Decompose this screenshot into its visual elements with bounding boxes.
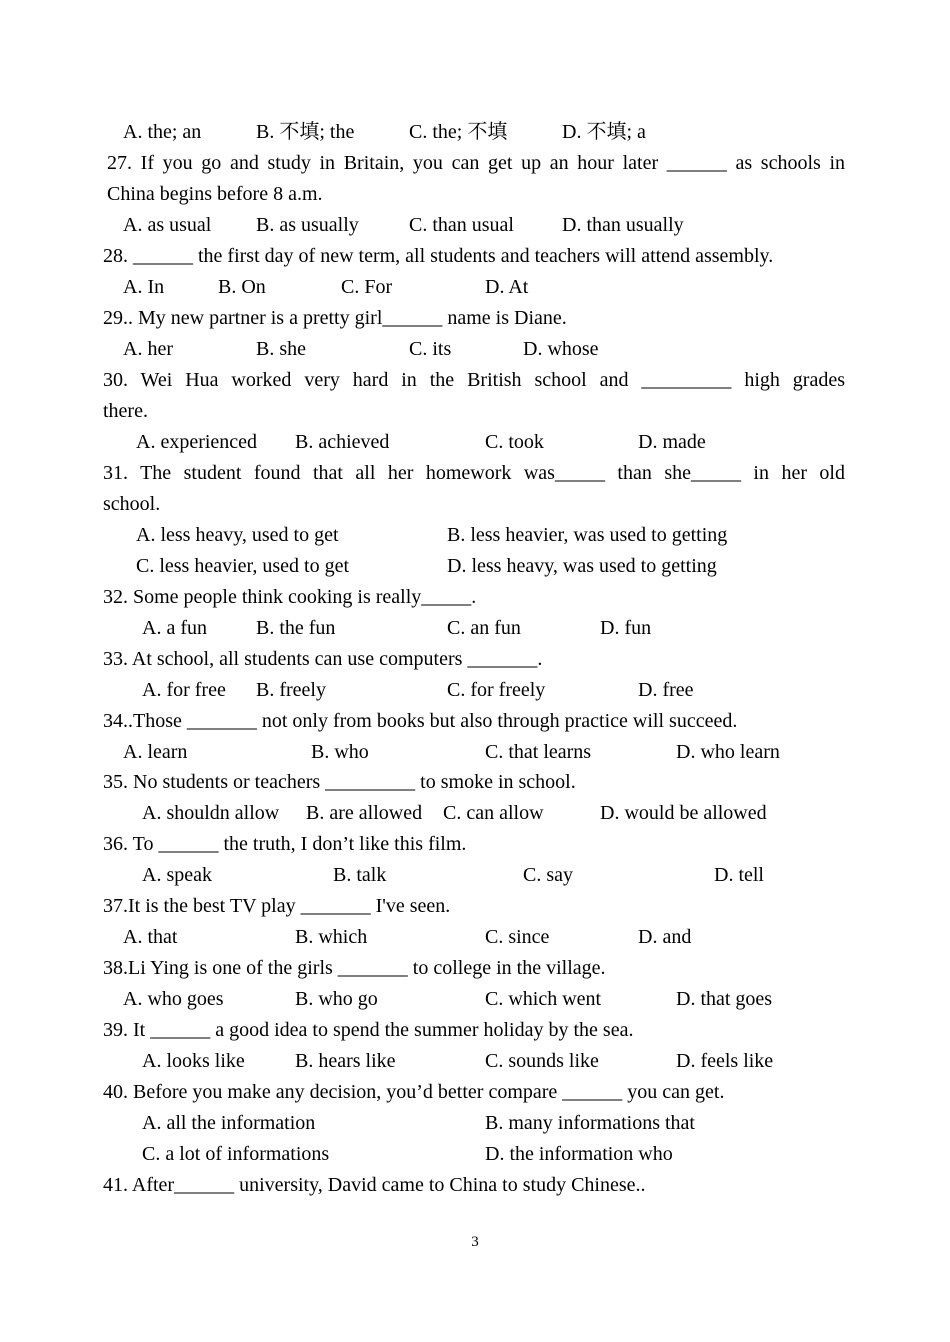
q30-option-b: B. achieved: [295, 431, 390, 453]
q27-stem-line2: China begins before 8 a.m.: [107, 183, 323, 205]
q34-stem: 34..Those _______ not only from books but also through practice will succeed.: [103, 710, 738, 732]
q29-option-b: B. she: [256, 338, 306, 360]
q28-option-b: B. On: [218, 276, 266, 298]
q39-option-a: A. looks like: [142, 1050, 245, 1072]
q38-option-c: C. which went: [485, 988, 602, 1010]
q41-stem: 41. After______ university, David came to China to study Chinese..: [103, 1174, 646, 1196]
q30-option-a: A. experienced: [136, 431, 258, 453]
q34-option-c: C. that learns: [485, 741, 592, 763]
q34-option-b: B. who: [311, 741, 369, 763]
q31-stem-line1: 31. The student found that all her homework was_____ than she_____ in her old: [103, 462, 845, 484]
page-number: 3: [471, 1234, 479, 1250]
q30-stem-line2: there.: [103, 400, 148, 422]
q39-option-c: C. sounds like: [485, 1050, 599, 1072]
q27-option-b: B. as usually: [256, 214, 359, 236]
q31-option-b: B. less heavier, was used to getting: [447, 524, 728, 546]
q29-option-c: C. its: [409, 338, 452, 360]
q29-option-d: D. whose: [523, 338, 599, 360]
q36-option-d: D. tell: [714, 864, 764, 886]
q34-option-a: A. learn: [123, 741, 188, 763]
q35-option-b: B. are allowed: [306, 802, 423, 824]
q32-option-d: D. fun: [600, 617, 652, 639]
q27-option-a: A. as usual: [123, 214, 212, 236]
q30-option-d: D. made: [638, 431, 706, 453]
q33-option-c: C. for freely: [447, 679, 546, 701]
q40-stem: 40. Before you make any decision, you’d better compare ______ you can get.: [103, 1081, 725, 1103]
q32-option-b: B. the fun: [256, 617, 336, 639]
q38-option-b: B. who go: [295, 988, 378, 1010]
q36-option-b: B. talk: [333, 864, 387, 886]
q26-option-a: A. the; an: [123, 121, 202, 143]
q35-stem: 35. No students or teachers _________ to smoke in school.: [103, 771, 576, 793]
q28-option-c: C. For: [341, 276, 393, 298]
q39-stem: 39. It ______ a good idea to spend the summer holiday by the sea.: [103, 1019, 634, 1041]
q35-option-d: D. would be allowed: [600, 802, 767, 824]
q36-stem: 36. To ______ the truth, I don’t like this film.: [103, 833, 467, 855]
q33-option-a: A. for free: [142, 679, 226, 701]
q30-option-c: C. took: [485, 431, 544, 453]
q33-stem: 33. At school, all students can use computers _______.: [103, 648, 543, 670]
q31-option-d: D. less heavy, was used to getting: [447, 555, 717, 577]
q32-stem: 32. Some people think cooking is really_____.: [103, 586, 477, 608]
q37-option-d: D. and: [638, 926, 692, 948]
q32-option-c: C. an fun: [447, 617, 521, 639]
q36-option-a: A. speak: [142, 864, 212, 886]
q37-option-b: B. which: [295, 926, 368, 948]
q27-stem-line1: 27. If you go and study in Britain, you can get up an hour later ______ as schools in: [107, 152, 845, 174]
q31-stem-line2: school.: [103, 493, 161, 515]
q38-stem: 38.Li Ying is one of the girls _______ to college in the village.: [103, 957, 606, 979]
q37-option-c: C. since: [485, 926, 550, 948]
q28-option-a: A. In: [123, 276, 165, 298]
q39-option-b: B. hears like: [295, 1050, 396, 1072]
q31-option-a: A. less heavy, used to get: [136, 524, 339, 546]
q27-option-d: D. than usually: [562, 214, 684, 236]
q31-option-c: C. less heavier, used to get: [136, 555, 350, 577]
q35-option-a: A. shouldn allow: [142, 802, 280, 824]
q37-stem: 37.It is the best TV play _______ I've seen.: [103, 895, 451, 917]
q30-stem-line1: 30. Wei Hua worked very hard in the British school and _________ high grades: [103, 369, 845, 391]
q28-stem: 28. ______ the first day of new term, all students and teachers will attend assembly.: [103, 245, 774, 267]
q26-option-d: D. 不填; a: [562, 121, 646, 143]
q40-option-d: D. the information who: [485, 1143, 673, 1165]
q38-option-d: D. that goes: [676, 988, 773, 1010]
q37-option-a: A. that: [123, 926, 178, 948]
q28-option-d: D. At: [485, 276, 529, 298]
q32-option-a: A. a fun: [142, 617, 207, 639]
q34-option-d: D. who learn: [676, 741, 780, 763]
q33-option-b: B. freely: [256, 679, 326, 701]
q27-option-c: C. than usual: [409, 214, 514, 236]
q26-option-c: C. the; 不填: [409, 121, 508, 143]
q35-option-c: C. can allow: [443, 802, 544, 824]
q29-option-a: A. her: [123, 338, 173, 360]
q29-stem: 29.. My new partner is a pretty girl______ name is Diane.: [103, 307, 567, 329]
q26-option-b: B. 不填; the: [256, 121, 355, 143]
q33-option-d: D. free: [638, 679, 694, 701]
q38-option-a: A. who goes: [123, 988, 224, 1010]
q40-option-a: A. all the information: [142, 1112, 316, 1134]
q40-option-c: C. a lot of informations: [142, 1143, 330, 1165]
q39-option-d: D. feels like: [676, 1050, 774, 1072]
q36-option-c: C. say: [523, 864, 573, 886]
q40-option-b: B. many informations that: [485, 1112, 695, 1134]
